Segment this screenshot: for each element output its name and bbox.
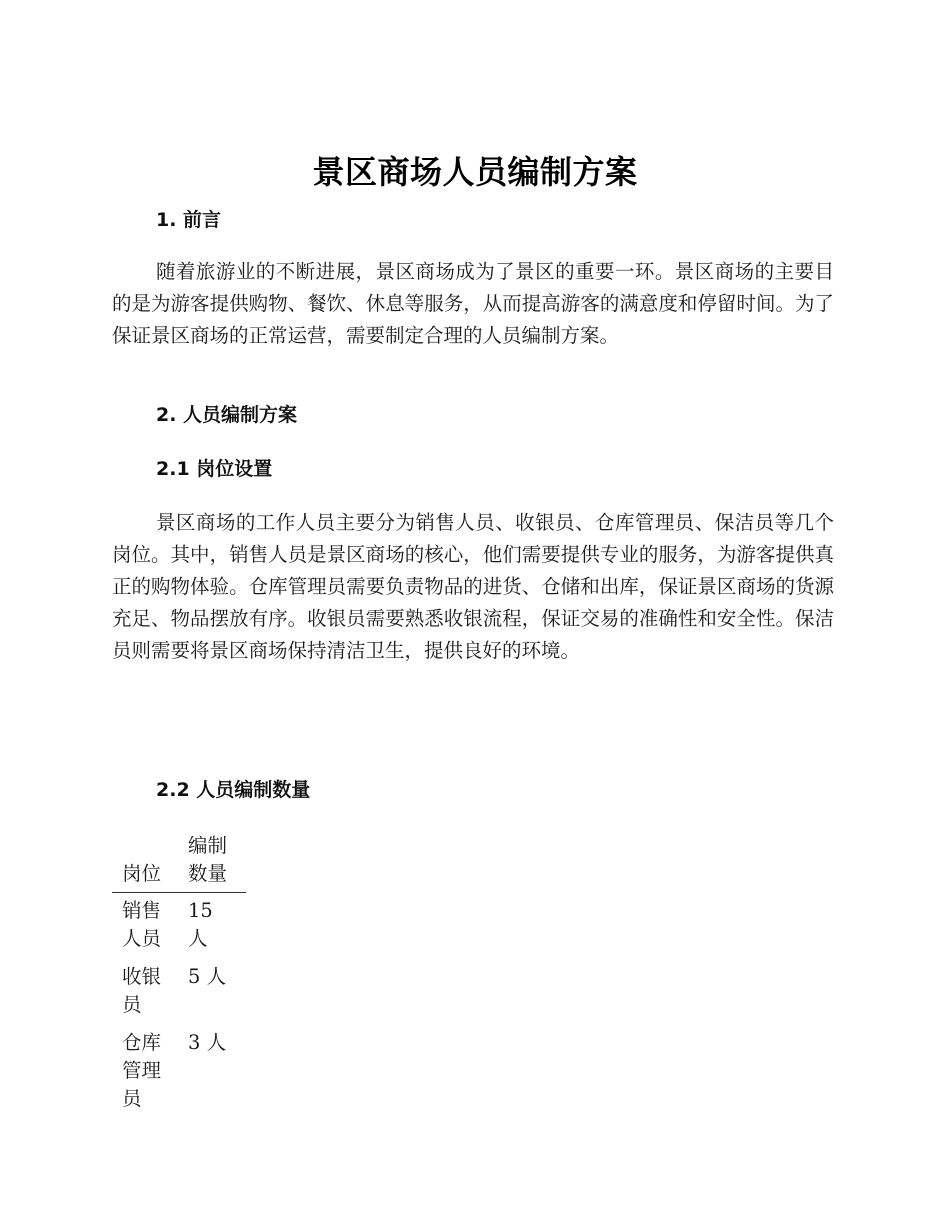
table-cell-post: 销售人员 — [122, 899, 162, 950]
table-cell-post: 收银员 — [122, 965, 162, 1016]
table-row — [112, 893, 246, 960]
section-heading-count: 2.2 人员编制数量 — [156, 779, 311, 801]
table-cell-count: 3 人 — [188, 1031, 227, 1054]
section-heading-posts: 2.1 岗位设置 — [156, 458, 273, 480]
table-header-row — [112, 832, 246, 893]
table-header-count: 编制数量 — [178, 832, 246, 893]
document-title: 景区商场人员编制方案 — [312, 153, 638, 191]
section-heading-plan: 2. 人员编制方案 — [156, 404, 298, 426]
table-cell-count: 15 人 — [188, 899, 213, 950]
table-header-post: 岗位 — [112, 832, 178, 893]
table-cell-post: 仓库管理员 — [122, 1031, 162, 1110]
table-cell-count: 5 人 — [188, 965, 227, 988]
posts-paragraph: 景区商场的工作人员主要分为销售人员、收银员、仓库管理员、保洁员等几个岗位。其中，销售人员是景区商场的核心，他们需要提供专业的服务，为游客提供真正的购物体验。仓库管理员需要负责物品的进货、仓储和出库，保证景区商场的货源充足、物品摆放有序。收银员需要熟悉收银流程，保证交易的准确性和安全性。保洁员则需要将景区商场保持清洁卫生，提供良好的环境。 — [112, 511, 834, 662]
section-heading-intro: 1. 前言 — [156, 209, 222, 231]
table-row — [112, 1025, 246, 1119]
table-row — [112, 959, 246, 1025]
intro-paragraph: 随着旅游业的不断进展，景区商场成为了景区的重要一环。景区商场的主要目的是为游客提供购物、餐饮、休息等服务，从而提高游客的满意度和停留时间。为了保证景区商场的正常运营，需要制定合理的人员编制方案。 — [112, 260, 834, 347]
staff-count-table — [112, 832, 246, 1119]
